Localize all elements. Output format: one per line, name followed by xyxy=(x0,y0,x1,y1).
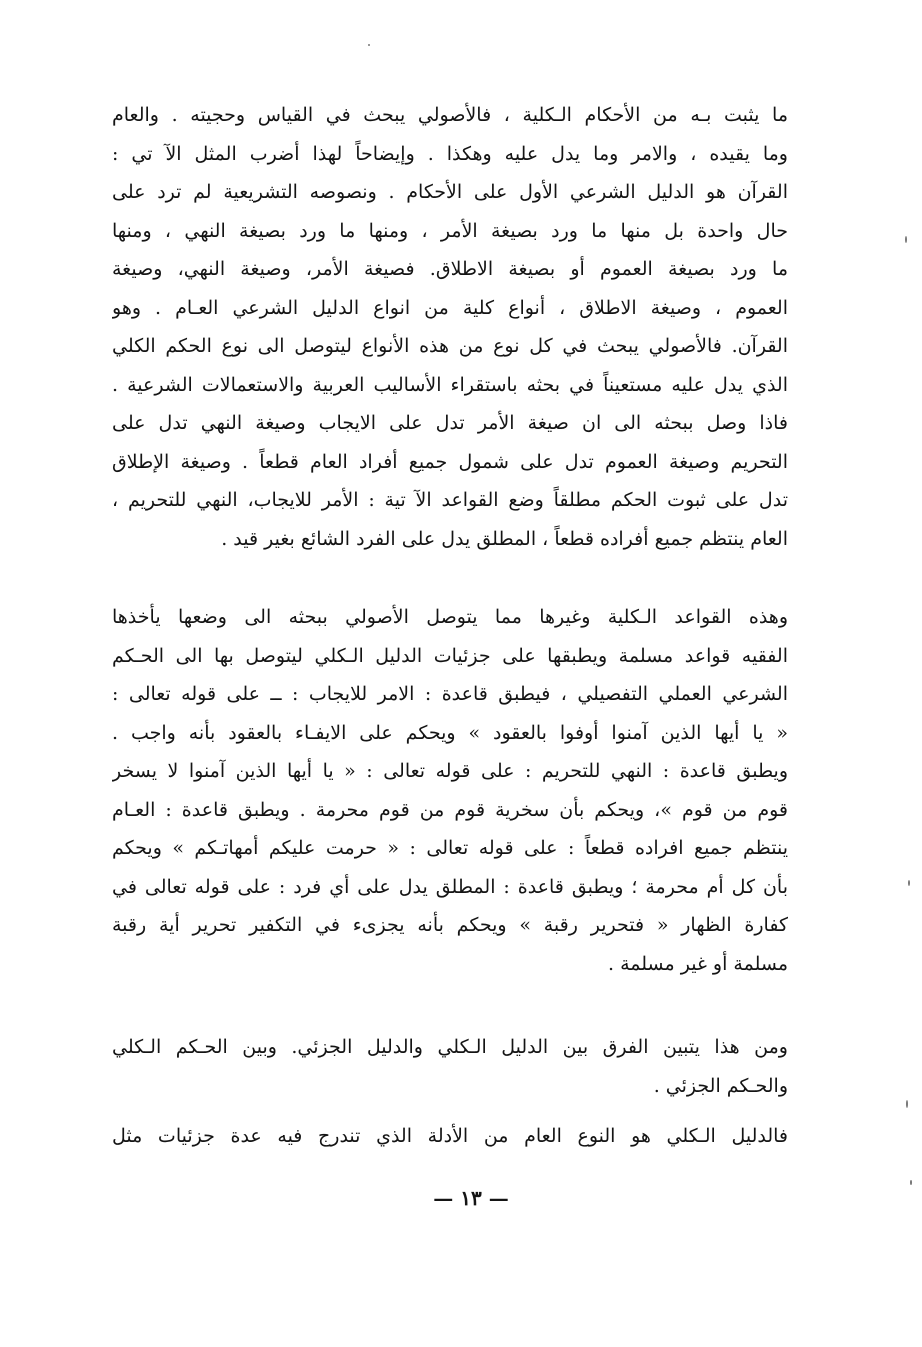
text-line: الفقيه قواعد مسلمة ويطبقها على جزئيات الدليل الـكلي ليتوصل بها الى الحـكم xyxy=(112,644,788,667)
text-line: « يا أيها الذين آمنوا أوفوا بالعقود » ويحكم على الايفـاء بالعقود بأنه واجب . xyxy=(112,721,788,744)
scan-speck xyxy=(906,1100,908,1108)
scan-speck xyxy=(908,880,910,886)
text-line: ينتظم جميع افراده قطعاً : على قوله تعالى : « حرمت عليكم أمهاتـكم » ويحكم xyxy=(112,837,788,859)
text-line: القرآن هو الدليل الشرعي الأول على الأحكام . ونصوصه التشريعية لم ترد على xyxy=(112,181,788,203)
text-line: فالدليل الـكلي هو النوع العام من الأدلة الذي تندرج فيه عدة جزئيات مثل xyxy=(112,1125,788,1147)
text-line: ما ورد بصيغة العموم أو بصيغة الاطلاق. فصيغة الأمر، وصيغة النهي، وصيغة xyxy=(112,258,788,280)
text-line: الذي يدل عليه مستعيناً في بحثه باستقراء الأساليب العربية والاستعمالات الشرعية . xyxy=(112,373,788,396)
scan-speck xyxy=(905,236,907,243)
text-line: مسلمة أو غير مسلمة . xyxy=(608,952,788,975)
text-line: كفارة الظهار « فتحرير رقبة » ويحكم بأنه يجزىء في التكفير تحرير أية رقبة xyxy=(112,914,788,936)
text-line: حال واحدة بل منها ما ورد بصيغة الأمر ، ومنها ما ورد بصيغة النهي ، ومنها xyxy=(112,219,788,242)
text-line: العام ينتظم جميع أفراده قطعاً ، المطلق يدل على الفرد الشائع بغير قيد . xyxy=(221,527,788,550)
text-line: القرآن. فالأصولي يبحث في كل نوع من هذه الأنواع ليتوصل الى نوع الحكم الكلي xyxy=(112,335,788,357)
paragraph-2 xyxy=(112,598,788,983)
text-line: الشرعي العملي التفصيلي ، فيطبق قاعدة : الامر للايجاب : ــ على قوله تعالى : xyxy=(112,683,788,705)
text-line: وهذه القواعد الـكلية وغيرها مما يتوصل الأصولي ببحثه الى وضعها يأخذها xyxy=(112,606,788,628)
scan-speck xyxy=(910,1180,912,1185)
paragraph-4 xyxy=(112,1117,788,1156)
text-line: التحريم وصيغة العموم تدل على شمول جميع أفراد العام قطعاً . وصيغة الإطلاق xyxy=(112,450,788,473)
text-line: فاذا وصل ببحثه الى ان صيغة الأمر تدل على الايجاب وصيغة النهي تدل على xyxy=(112,412,788,434)
text-line: ومن هذا يتبين الفرق بين الدليل الـكلي والدليل الجزئي. وبين الحـكم الـكلي xyxy=(112,1036,788,1058)
text-line: والحـكم الجزئي . xyxy=(653,1074,788,1097)
text-line: تدل على ثبوت الحكم مطلقاً وضع القواعد الآ تية : الأمر للايجاب، النهي للتحريم ، xyxy=(112,489,788,511)
text-line: بأن كل أم محرمة ؛ ويطبق قاعدة : المطلق يدل على أي فرد : على قوله تعالى في xyxy=(112,875,788,898)
scan-speck xyxy=(368,44,370,46)
text-line: ويطبق قاعدة : النهي للتحريم : على قوله تعالى : « يا أيها الذين آمنوا لا يسخر xyxy=(112,760,788,782)
paragraph-3 xyxy=(112,1028,788,1105)
text-line: ما يثبت بـه من الأحكام الـكلية ، فالأصولي يبحث في القياس وحجيته . والعام xyxy=(112,104,788,126)
text-line: قوم من قوم »، ويحكم بأن سخرية قوم من قوم محرمة . ويطبق قاعدة : العـام xyxy=(112,798,788,821)
text-line: العموم ، وصيغة الاطلاق ، أنواع كلية من انواع الدليل الشرعي العـام . وهو xyxy=(112,296,788,319)
paragraph-1 xyxy=(112,96,788,558)
text-line: وما يقيده ، والامر وما يدل عليه وهكذا . وإيضاحاً لهذا أضرب المثل الآ تي : xyxy=(112,142,788,165)
page-number: — ١٣ — xyxy=(433,1186,509,1210)
